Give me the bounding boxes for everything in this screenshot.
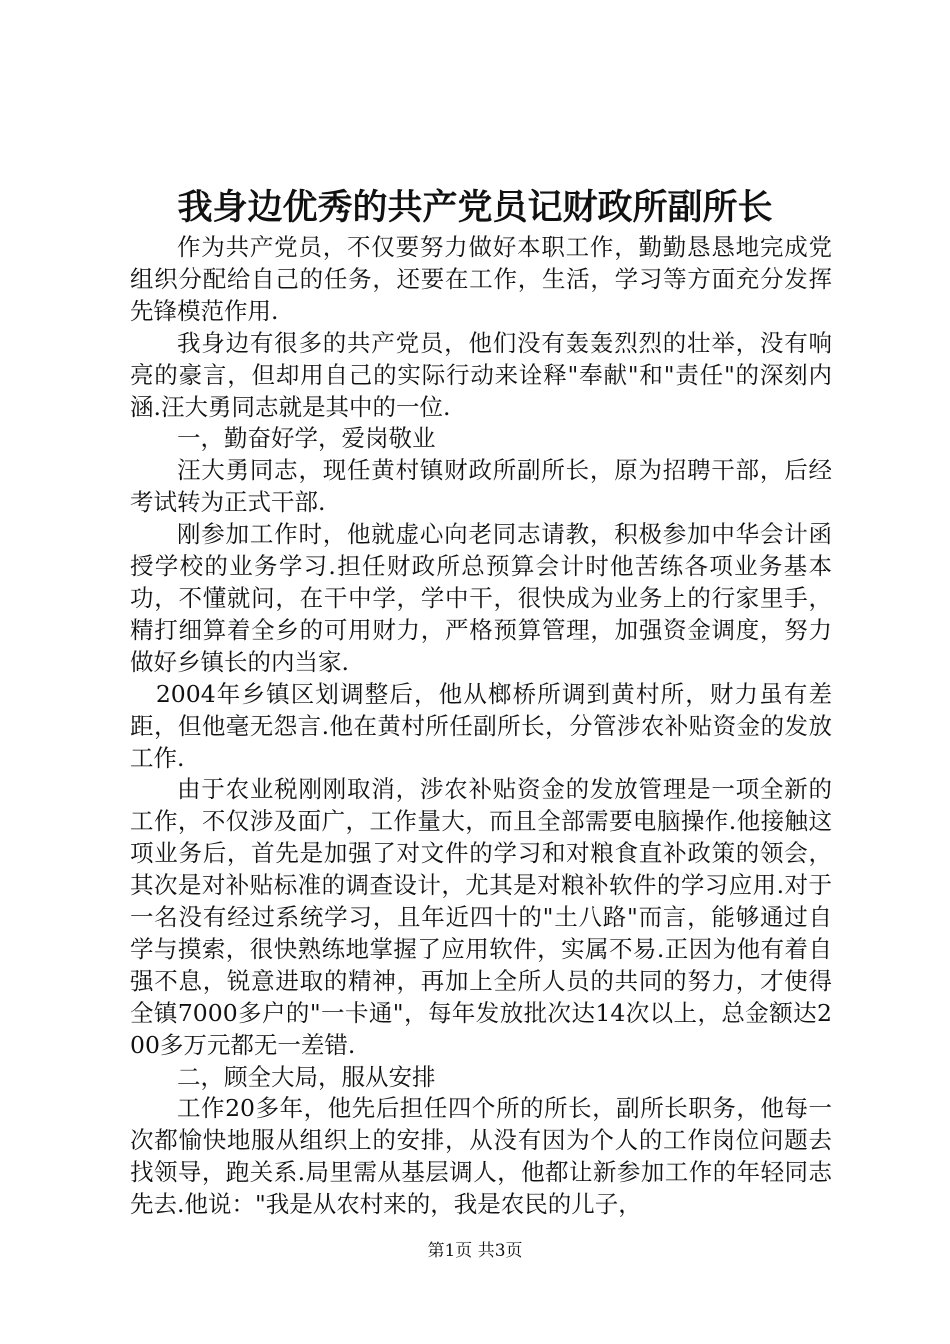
paragraph: 我身边有很多的共产党员，他们没有轰轰烈烈的壮举，没有响亮的豪言，但却用自己的实际行动来诠释"奉献"和"责任"的深刻内涵.汪大勇同志就是其中的一位. bbox=[130, 328, 832, 421]
document-body bbox=[130, 232, 832, 1221]
page-footer: 第1页 共3页 bbox=[427, 1241, 523, 1261]
paragraph: 工作20多年，他先后担任四个所的所长，副所长职务，他每一次都愉快地服从组织上的安排，从没有因为个人的工作岗位问题去找领导，跑关系.局里需从基层调人，他都让新参加工作的年轻同志先去.他说："我是从农村来的，我是农民的儿子， bbox=[130, 1094, 832, 1219]
paragraph: 汪大勇同志，现任黄村镇财政所副所长，原为招聘干部，后经考试转为正式干部. bbox=[130, 456, 832, 517]
paragraph: 由于农业税刚刚取消，涉农补贴资金的发放管理是一项全新的工作，不仅涉及面广，工作量大，而且全部需要电脑操作.他接触这项业务后，首先是加强了对文件的学习和对粮食直补政策的领会，其次是对补贴标准的调查设计，尤其是对粮补软件的学习应用.对于一名没有经过系统学习，且年近四十的"土八路"而言，能够通过自学与摸索，很快熟练地掌握了应用软件，实属不易.正因为他有着自强不息，锐意进取的精神，再加上全所人员的共同的努力，才使得全镇7000多户的"一卡通"，每年发放批次达14次以上，总金额达200多万元都无一差错. bbox=[130, 775, 832, 1059]
document-title: 我身边优秀的共产党员记财政所副所长 bbox=[177, 187, 773, 228]
section-heading: 一，勤奋好学，爱岗敬业 bbox=[177, 424, 436, 453]
section-heading: 二，顾全大局，服从安排 bbox=[177, 1062, 436, 1091]
paragraph: 作为共产党员，不仅要努力做好本职工作，勤勤恳恳地完成党组织分配给自己的任务，还要在工作，生活，学习等方面充分发挥先锋模范作用. bbox=[130, 233, 832, 325]
paragraph: 2004年乡镇区划调整后，他从榔桥所调到黄村所，财力虽有差距，但他毫无怨言.他在黄村所任副所长，分管涉农补贴资金的发放工作. bbox=[130, 679, 832, 772]
paragraph: 刚参加工作时，他就虚心向老同志请教，积极参加中华会计函授学校的业务学习.担任财政所总预算会计时他苦练各项业务基本功，不懂就问，在干中学，学中干，很快成为业务上的行家里手，精打细算着全乡的可用财力，严格预算管理，加强资金调度，努力做好乡镇长的内当家. bbox=[130, 520, 832, 676]
